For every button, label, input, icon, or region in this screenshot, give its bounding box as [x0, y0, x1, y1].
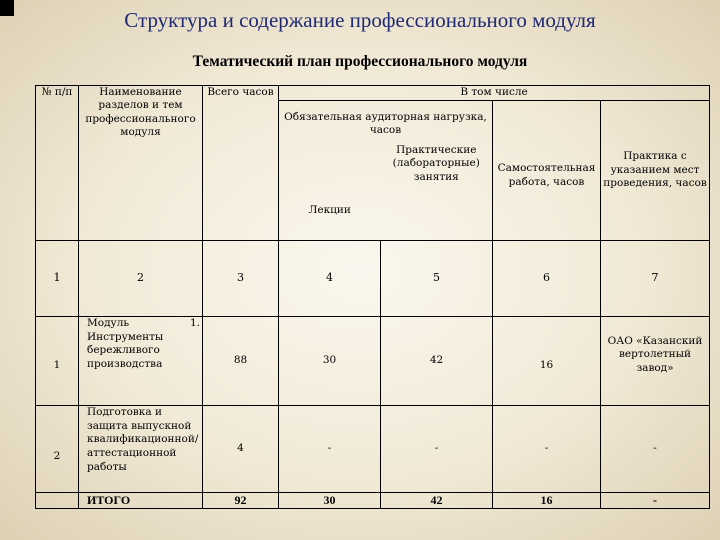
total-label: ИТОГО: [79, 493, 203, 509]
header-name-text: Наименование разделов и тем профессионального модуля: [85, 86, 196, 139]
row2-practical: -: [381, 406, 493, 493]
header-name: [79, 86, 203, 241]
row1-lectures: 30: [279, 317, 381, 406]
total-num: [36, 493, 79, 509]
header-total: [203, 86, 279, 241]
row1-name: [79, 317, 203, 406]
row2-name: Подготовка и защита выпускной квалификационной/ аттестационной работы: [79, 406, 203, 493]
row1-name-line1: [87, 317, 202, 331]
colnum-5: 5: [381, 241, 493, 317]
total-independent: 16: [493, 493, 601, 509]
row2-num: 2: [36, 406, 79, 493]
table-row: [36, 406, 710, 493]
header-mandatory: Обязательная аудиторная нагрузка, часов: [284, 111, 487, 137]
row1-practice: ОАО «Казанский вертолетный завод»: [601, 317, 710, 406]
header-including: В том числе: [279, 86, 710, 101]
table-subtitle: Тематический план профессионального модуля: [192, 53, 528, 70]
table-row: [36, 317, 710, 406]
colnum-6: 6: [493, 241, 601, 317]
row1-name-rest: Инструменты бережливого производства: [87, 330, 164, 370]
row1-practical: 42: [381, 317, 493, 406]
total-total: 92: [203, 493, 279, 509]
header-independent: Самостоятельная работа, часов: [493, 101, 601, 241]
row2-lectures: -: [279, 406, 381, 493]
row2-total: 4: [203, 406, 279, 493]
row1-name-part2: 1.: [189, 317, 200, 329]
row2-independent: -: [493, 406, 601, 493]
total-lectures: 30: [279, 493, 381, 509]
header-practical: Практические (лабораторные) занятия: [392, 143, 480, 183]
header-practice: Практика с указанием мест проведения, часов: [601, 101, 710, 241]
row1-num: 1: [36, 317, 79, 406]
colnum-1: 1: [36, 241, 79, 317]
row1-total: 88: [203, 317, 279, 406]
page-title: Структура и содержание профессионального модуля: [124, 8, 596, 32]
row2-practice: -: [601, 406, 710, 493]
header-lectures: Лекции: [308, 204, 351, 217]
total-practice: -: [601, 493, 710, 509]
row1-independent: 16: [493, 317, 601, 406]
thematic-plan-table: [35, 85, 710, 509]
header-mandatory-block: [279, 101, 493, 241]
header-total-text: Всего часов: [207, 86, 274, 98]
colnum-7: 7: [601, 241, 710, 317]
header-num: [36, 86, 79, 241]
colnum-3: 3: [203, 241, 279, 317]
colnum-4: 4: [279, 241, 381, 317]
colnum-2: 2: [79, 241, 203, 317]
row1-name-part1: Модуль: [87, 317, 130, 329]
total-row: [36, 493, 710, 509]
header-mandatory-subcols: [279, 142, 492, 232]
total-practical: 42: [381, 493, 493, 509]
header-num-text: № п/п: [41, 86, 73, 98]
